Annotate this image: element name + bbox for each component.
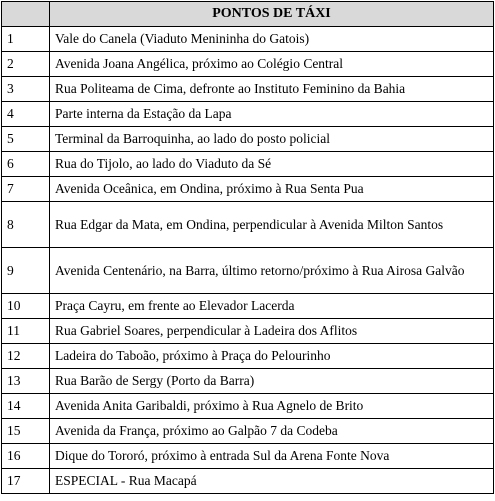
table-row bbox=[2, 52, 494, 77]
table-row bbox=[2, 319, 494, 344]
row-number: 6 bbox=[2, 152, 50, 177]
table-row bbox=[2, 294, 494, 319]
row-number: 4 bbox=[2, 102, 50, 127]
row-number: 13 bbox=[2, 369, 50, 394]
header-row bbox=[2, 2, 494, 27]
table-row bbox=[2, 77, 494, 102]
row-location: Rua Barão de Sergy (Porto da Barra) bbox=[50, 369, 494, 394]
row-location: Avenida Anita Garibaldi, próximo à Rua Agnelo de Brito bbox=[50, 394, 494, 419]
table-body bbox=[2, 27, 494, 494]
table-row bbox=[2, 419, 494, 444]
row-location: Avenida Joana Angélica, próximo ao Colégio Central bbox=[50, 52, 494, 77]
row-location: Dique do Tororó, próximo à entrada Sul da Arena Fonte Nova bbox=[50, 444, 494, 469]
row-number: 15 bbox=[2, 419, 50, 444]
row-number: 1 bbox=[2, 27, 50, 52]
row-location: Rua Politeama de Cima, defronte ao Instituto Feminino da Bahia bbox=[50, 77, 494, 102]
table-row bbox=[2, 177, 494, 202]
row-number: 16 bbox=[2, 444, 50, 469]
row-location: Ladeira do Taboão, próximo à Praça do Pelourinho bbox=[50, 344, 494, 369]
row-number: 9 bbox=[2, 248, 50, 294]
header-title-cell: PONTOS DE TÁXI bbox=[50, 2, 494, 27]
table-row bbox=[2, 27, 494, 52]
row-number: 11 bbox=[2, 319, 50, 344]
table-row bbox=[2, 469, 494, 494]
row-location: Parte interna da Estação da Lapa bbox=[50, 102, 494, 127]
row-location: Vale do Canela (Viaduto Menininha do Gatois) bbox=[50, 27, 494, 52]
table-row bbox=[2, 102, 494, 127]
row-location: Terminal da Barroquinha, ao lado do posto policial bbox=[50, 127, 494, 152]
taxi-stands-table bbox=[1, 1, 494, 494]
row-location: Avenida Oceânica, em Ondina, próximo à Rua Senta Pua bbox=[50, 177, 494, 202]
row-number: 14 bbox=[2, 394, 50, 419]
table-row bbox=[2, 394, 494, 419]
row-location: Avenida da França, próximo ao Galpão 7 da Codeba bbox=[50, 419, 494, 444]
row-number: 7 bbox=[2, 177, 50, 202]
row-location: ESPECIAL - Rua Macapá bbox=[50, 469, 494, 494]
row-number: 10 bbox=[2, 294, 50, 319]
row-number: 12 bbox=[2, 344, 50, 369]
row-location: Rua Edgar da Mata, em Ondina, perpendicular à Avenida Milton Santos bbox=[50, 202, 494, 248]
row-number: 8 bbox=[2, 202, 50, 248]
table-row bbox=[2, 248, 494, 294]
table-row bbox=[2, 152, 494, 177]
row-location: Praça Cayru, em frente ao Elevador Lacerda bbox=[50, 294, 494, 319]
row-location: Avenida Centenário, na Barra, último retorno/próximo à Rua Airosa Galvão bbox=[50, 248, 494, 294]
row-location: Rua do Tijolo, ao lado do Viaduto da Sé bbox=[50, 152, 494, 177]
row-number: 17 bbox=[2, 469, 50, 494]
table-header bbox=[2, 2, 494, 27]
row-number: 5 bbox=[2, 127, 50, 152]
header-number-cell bbox=[2, 2, 50, 27]
table-row bbox=[2, 369, 494, 394]
table-row bbox=[2, 202, 494, 248]
row-location: Rua Gabriel Soares, perpendicular à Ladeira dos Aflitos bbox=[50, 319, 494, 344]
row-number: 3 bbox=[2, 77, 50, 102]
row-number: 2 bbox=[2, 52, 50, 77]
table-row bbox=[2, 344, 494, 369]
table-row bbox=[2, 127, 494, 152]
table-row bbox=[2, 444, 494, 469]
